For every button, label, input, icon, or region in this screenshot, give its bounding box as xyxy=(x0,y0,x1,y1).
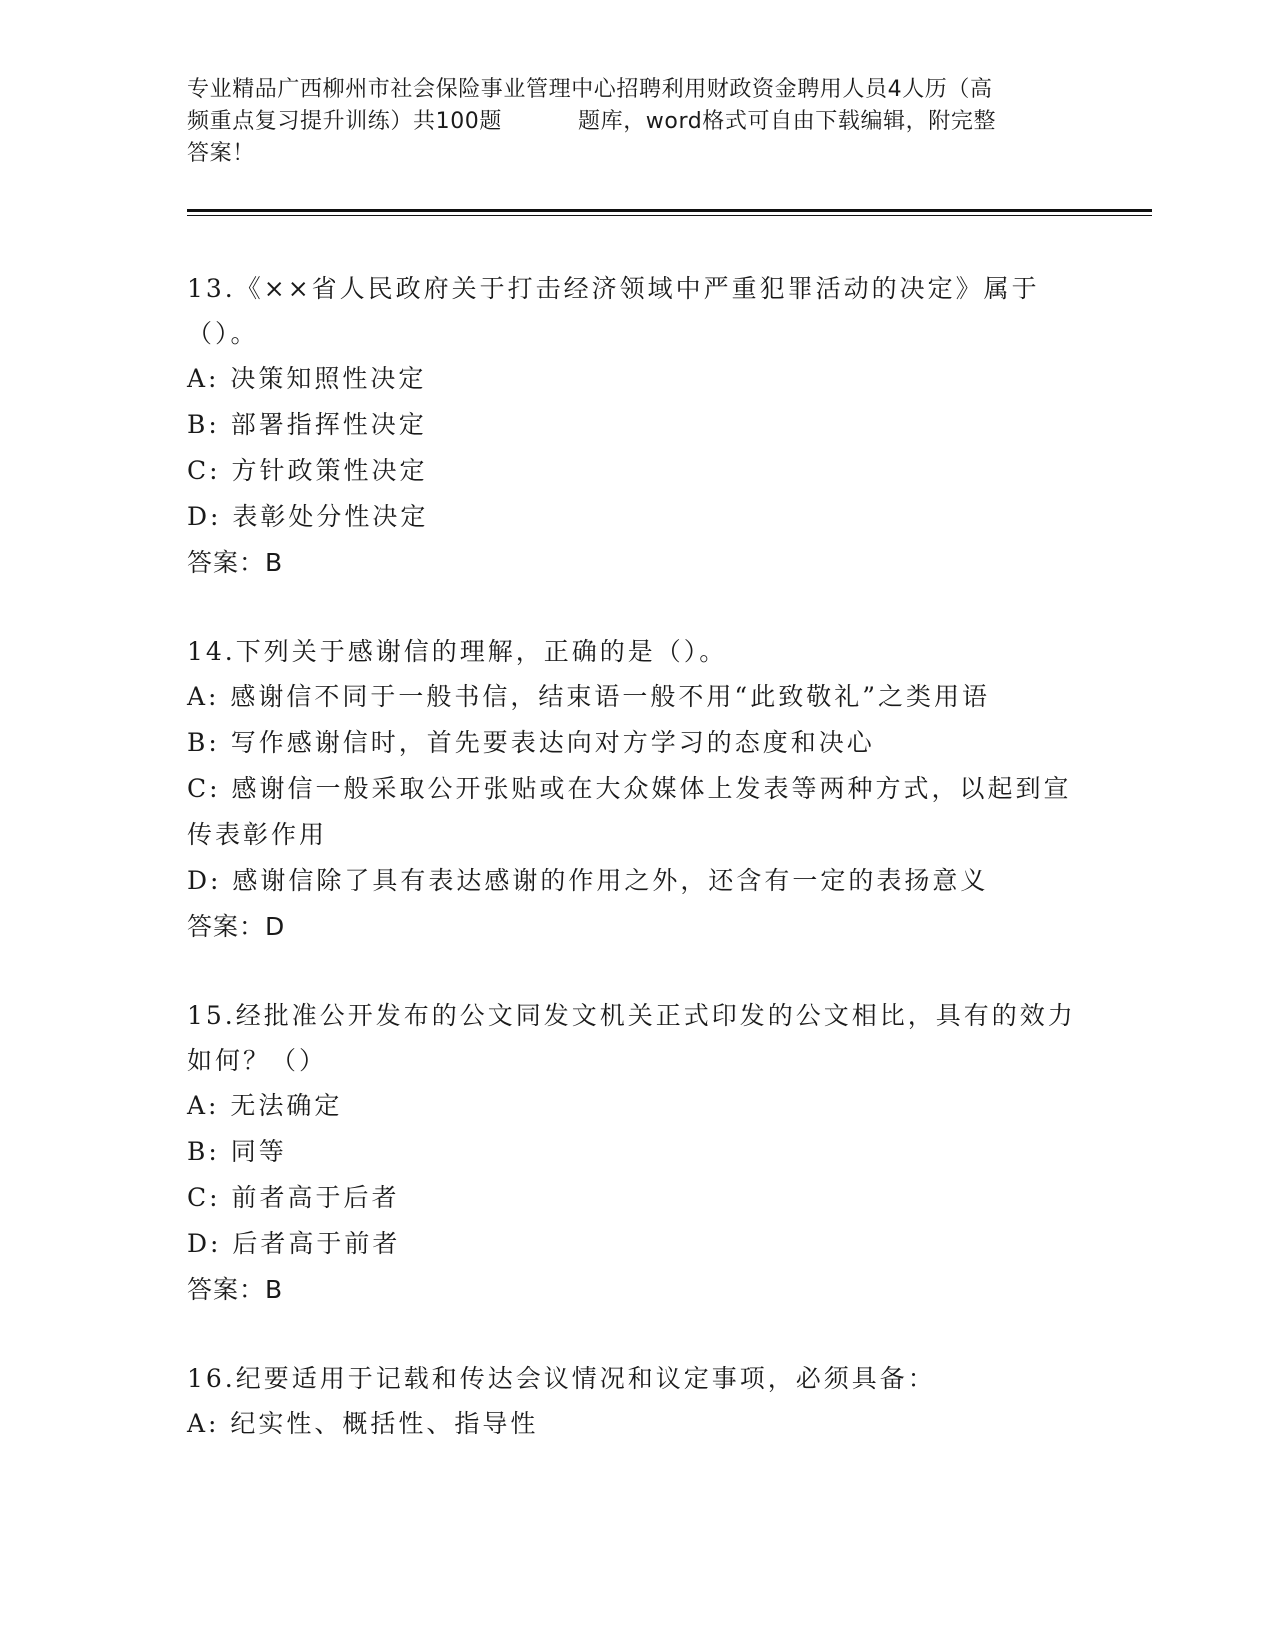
question-list xyxy=(187,266,1087,1447)
header-divider-thin xyxy=(187,215,1152,216)
header-line-2-left: 频重点复习提升训练）共100题 xyxy=(187,109,502,134)
question-stem: 13.《××省人民政府关于打击经济领域中严重犯罪活动的决定》属于（）。 xyxy=(187,274,1040,348)
question-14 xyxy=(187,629,1087,950)
question-stem: 16.纪要适用于记载和传达会议情况和议定事项，必须具备： xyxy=(187,1364,936,1393)
option-b: B: 写作感谢信时，首先要表达向对方学习的态度和决心 xyxy=(187,728,875,757)
option-d: D: 表彰处分性决定 xyxy=(187,502,429,531)
answer-line: 答案：B xyxy=(187,548,284,577)
question-15 xyxy=(187,993,1087,1313)
header-divider-thick xyxy=(187,209,1152,212)
answer-line: 答案：D xyxy=(187,912,286,941)
question-stem: 15.经批准公开发布的公文同发文机关正式印发的公文相比，具有的效力如何？（） xyxy=(187,1001,1076,1075)
header-line-2 xyxy=(187,106,1087,138)
option-a: A: 决策知照性决定 xyxy=(187,364,427,393)
question-16 xyxy=(187,1356,1087,1447)
option-c: C: 前者高于后者 xyxy=(187,1183,400,1212)
option-d: D: 感谢信除了具有表达感谢的作用之外，还含有一定的表扬意义 xyxy=(187,866,989,895)
header-line-2-right: 题库，word格式可自由下载编辑，附完整 xyxy=(578,109,997,134)
option-c: C: 感谢信一般采取公开张贴或在大众媒体上发表等两种方式，以起到宣传表彰作用 xyxy=(187,774,1072,849)
option-c: C: 方针政策性决定 xyxy=(187,456,428,485)
option-d: D: 后者高于前者 xyxy=(187,1229,401,1258)
question-13 xyxy=(187,266,1087,586)
question-stem: 14.下列关于感谢信的理解，正确的是（）。 xyxy=(187,637,728,666)
option-b: B: 部署指挥性决定 xyxy=(187,410,427,439)
answer-line: 答案：B xyxy=(187,1275,284,1304)
document-header xyxy=(187,74,1087,170)
header-line-3: 答案！ xyxy=(187,141,255,166)
option-b: B: 同等 xyxy=(187,1137,287,1166)
option-a: A: 感谢信不同于一般书信，结束语一般不用“此致敬礼”之类用语 xyxy=(187,682,990,711)
header-line-1: 专业精品广西柳州市社会保险事业管理中心招聘利用财政资金聘用人员4人历（高 xyxy=(187,77,993,102)
option-a: A: 无法确定 xyxy=(187,1091,343,1120)
option-a: A: 纪实性、概括性、指导性 xyxy=(187,1409,539,1438)
